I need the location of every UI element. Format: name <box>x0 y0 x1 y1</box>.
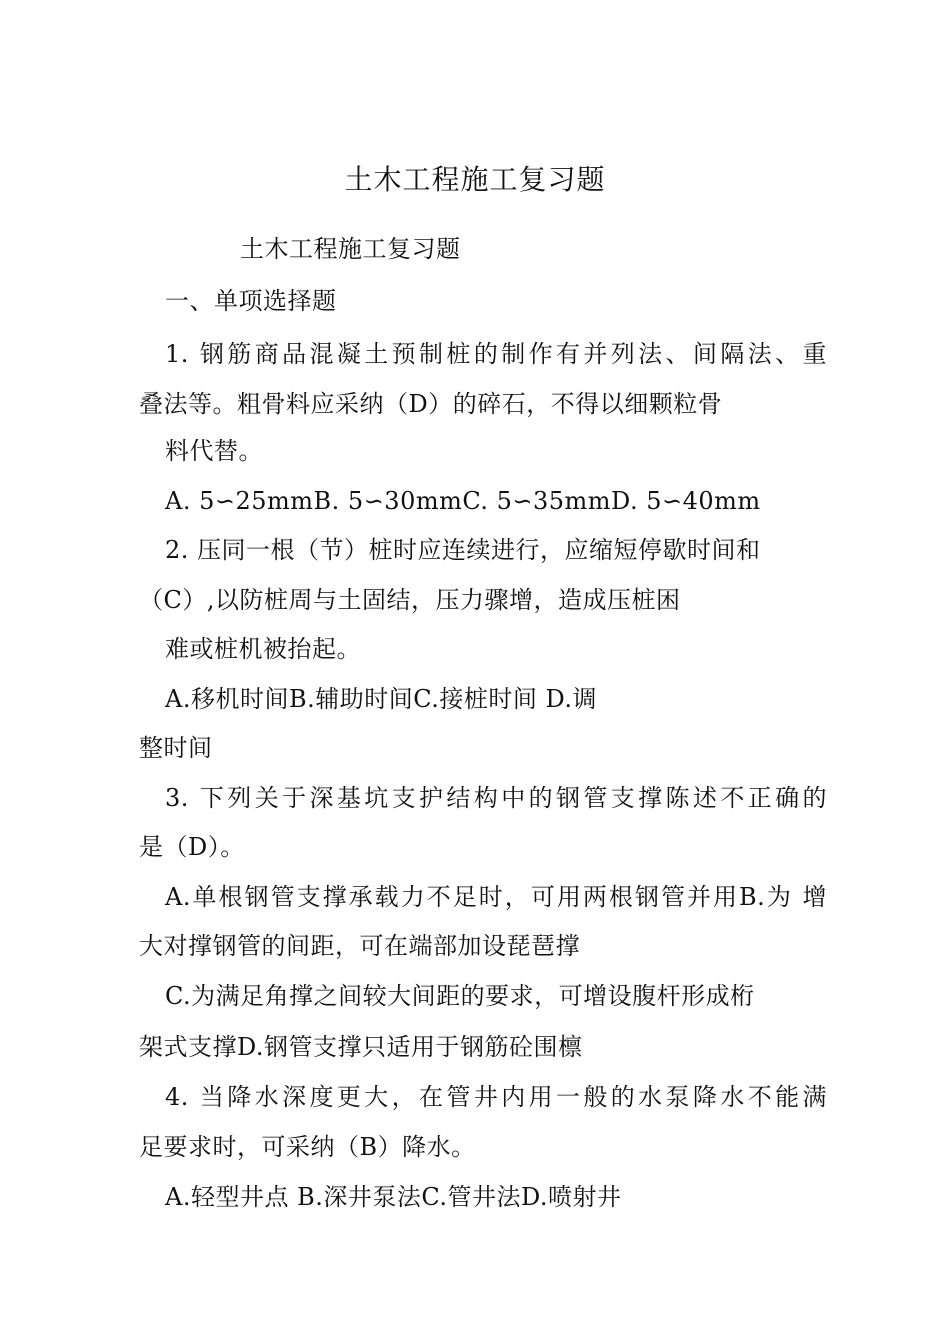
question-4-options: A.轻型井点 B.深井泵法C.管井法D.喷射井 <box>165 1183 622 1211</box>
section-heading: 一、单项选择题 <box>165 287 337 315</box>
question-3-options-line-3: C.为满足角撑之间较大间距的要求，可增设腹杆形成桁 <box>165 982 755 1010</box>
question-1-options: A. 5∽25mmB. 5∽30mmC. 5∽35mmD. 5∽40mm <box>165 487 761 515</box>
question-2-line-1: 2. 压同一根（节）桩时应连续进行，应缩短停歇时间和 <box>165 536 761 564</box>
question-2-line-2: （C）,以防桩周与土固结，压力骤增，造成压桩困 <box>139 586 681 614</box>
question-1-line-2: 叠法等。粗骨料应采纳（D）的碎石，不得以细颗粒骨 <box>139 390 723 418</box>
document-title: 土木工程施工复习题 <box>344 163 606 196</box>
question-3-options-line-2: 大对撑钢管的间距，可在端部加设琵琶撑 <box>139 932 580 960</box>
question-4-line-2: 足要求时，可采纳（B）降水。 <box>139 1133 476 1161</box>
question-3-line-2: 是（D）。 <box>139 833 245 861</box>
question-2-options-line-2: 整时间 <box>139 734 213 762</box>
question-3-options-line-1: A.单根钢管支撑承载力不足时，可用两根钢管并用B.为 增 <box>165 883 827 911</box>
question-2-options-line-1: A.移机时间B.辅助时间C.接桩时间 D.调 <box>165 685 598 713</box>
question-4-line-1: 4. 当降水深度更大，在管井内用一般的水泵降水不能满 <box>165 1083 827 1111</box>
question-1-line-3: 料代替。 <box>165 437 263 465</box>
document-subtitle: 土木工程施工复习题 <box>240 235 461 263</box>
question-3-line-1: 3. 下列关于深基坑支护结构中的钢管支撑陈述不正确的 <box>165 784 827 812</box>
question-2-line-3: 难或桩机被抬起。 <box>165 635 361 663</box>
question-1-line-1: 1. 钢筋商品混凝土预制桩的制作有并列法、间隔法、重 <box>165 340 827 368</box>
question-3-options-line-4: 架式支撑D.钢管支撑只适用于钢筋砼围檩 <box>139 1033 583 1061</box>
